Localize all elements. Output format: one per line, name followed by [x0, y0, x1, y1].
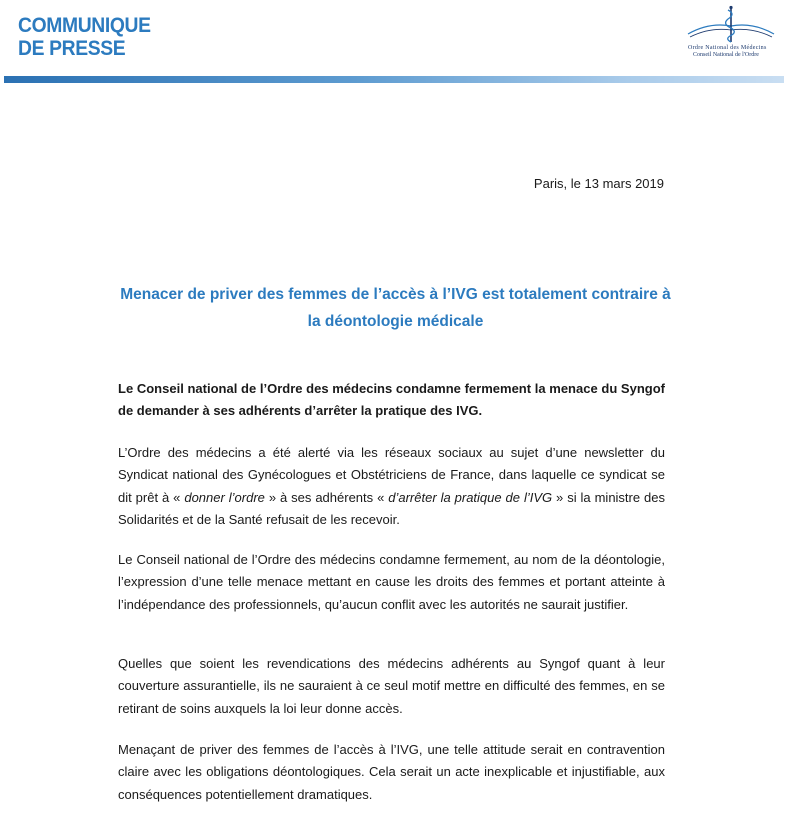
communique-title-line1: COMMUNIQUE: [18, 14, 151, 37]
body-paragraph-condemnation: Le Conseil national de l’Ordre des médecins condamne fermement, au nom de la déontologie, l’expression d’une telle menace mettant en cause les droits des femmes et portant atteinte à l’indépendance des professionnels, qu’aucun conflit avec les autorités ne saurait justifier.: [118, 552, 665, 612]
lead-paragraph: Le Conseil national de l’Ordre des médecins condamne fermement la menace du Syngof de demander à ses adhérents d’arrêter la pratique des IVG.: [118, 381, 665, 419]
body-paragraph-conclusion: Menaçant de priver des femmes de l’accès à l’IVG, une telle attitude serait en contravention claire avec les obligations déontologiques. Cela serait un acte inexplicable et injustifiable, aux conséquences potentiellement dramatiques.: [118, 742, 665, 802]
p2-text-3: » si la ministre des Solidarités et de la Santé refusait de les recevoir.: [118, 489, 666, 527]
body-paragraph-claims: Quelles que soient les revendications des médecins adhérents au Syngof quant à leur couverture assurantielle, ils ne sauraient à ce seul motif mettre en difficulté des femmes, en se retirant de soins auxquels la loi leur donne accès.: [118, 656, 665, 716]
communique-title: [18, 14, 151, 60]
body-paragraph-alert: [118, 442, 665, 531]
communique-title-line2: DE PRESSE: [18, 37, 126, 60]
p2-quote-2: d’arrêter la pratique de l’IVG: [388, 489, 553, 505]
logo-subtitle: Conseil National de l'Ordre: [693, 52, 759, 58]
press-release-headline: Menacer de priver des femmes de l’accès à l’IVG est totalement contraire à la déontologie médicale: [120, 286, 671, 330]
p2-text-2: » à ses adhérents «: [264, 489, 389, 505]
logo-org-name: Ordre National des Médecins: [688, 45, 767, 51]
p2-text-1: L’Ordre des médecins a été alerté via les réseaux sociaux au sujet d’une newsletter du Syndicat national des Gynécologues et Obstétriciens de France, dans laquelle ce syndicat se dit prêt à «: [118, 445, 665, 505]
press-release-date: Paris, le 13 mars 2019: [533, 176, 664, 191]
header-divider-bar: [4, 76, 784, 83]
ordre-medecins-logo: [684, 4, 778, 60]
caduceus-logo-icon: [684, 4, 778, 46]
p2-quote-1: donner l’ordre: [184, 489, 265, 505]
